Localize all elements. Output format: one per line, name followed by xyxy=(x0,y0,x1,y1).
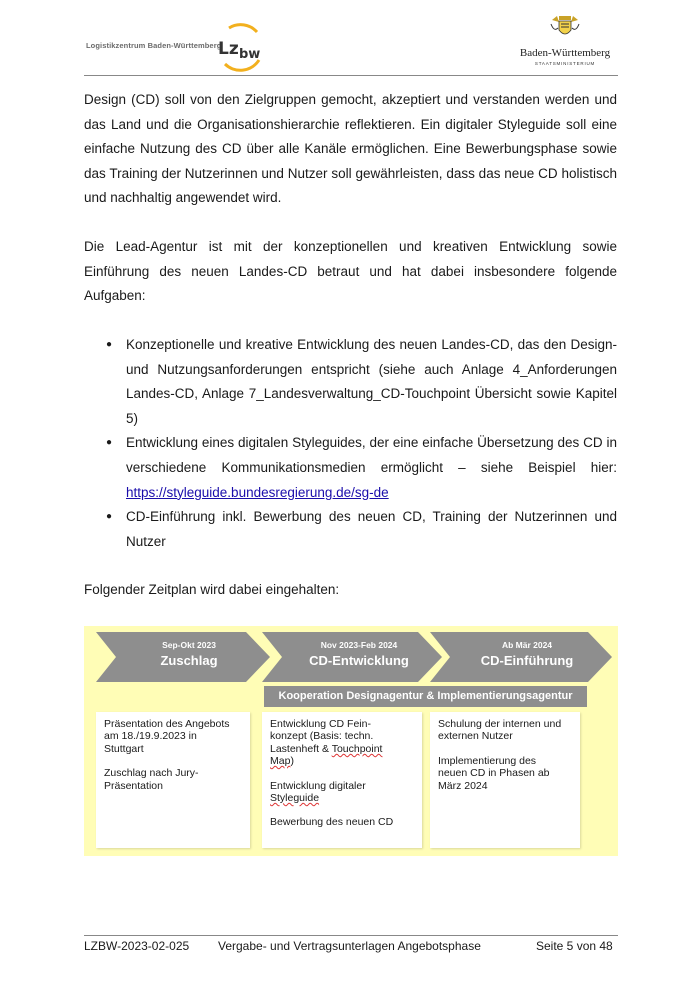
phase-date: Sep-Okt 2023 xyxy=(162,640,216,650)
agency-paragraph xyxy=(84,235,617,309)
footer-divider xyxy=(84,935,618,936)
box-line: konzept (Basis: techn. xyxy=(270,730,374,743)
timeline-diagram xyxy=(84,626,618,856)
task-list xyxy=(84,333,617,554)
bullet-icon: ● xyxy=(106,339,113,350)
box-line: Zuschlag nach Jury- xyxy=(104,767,199,780)
paragraph-2: Die Lead-Agentur ist mit der konzeptionellen und kreativen Entwicklung sowie Einführung des neuen Landes-CD betraut und hat dabei insbesondere folgende Aufgaben: xyxy=(84,239,617,304)
spacer xyxy=(104,755,242,767)
box-text: Map xyxy=(270,755,291,768)
svg-text:Lz: Lz xyxy=(218,39,239,59)
phase-1-box xyxy=(96,712,250,848)
box-line: März 2024 xyxy=(438,779,488,792)
box-line: Entwicklung digitaler xyxy=(270,779,366,792)
styleguide-link[interactable]: https://styleguide.bundesregierung.de/sg-de xyxy=(126,484,389,500)
timeline-intro xyxy=(84,578,617,603)
phase-title: Zuschlag xyxy=(160,653,218,668)
list-item xyxy=(84,505,617,554)
box-line xyxy=(270,755,414,767)
phase-title: CD-Einführung xyxy=(480,653,574,668)
phase-1-label xyxy=(124,640,254,668)
box-line: Styleguide xyxy=(270,792,320,805)
footer-title: Vergabe- und Vertragsunterlagen Angebotsphase xyxy=(218,939,481,953)
page-header xyxy=(0,0,700,80)
footer-doc-id: LZBW-2023-02-025 xyxy=(84,939,190,953)
box-line xyxy=(270,743,414,755)
state-logo xyxy=(515,14,615,66)
coat-of-arms-icon xyxy=(548,14,582,40)
box-line: Präsentation xyxy=(104,779,163,792)
spacer xyxy=(438,743,572,755)
phase-3-box xyxy=(430,712,580,848)
bullet-icon: ● xyxy=(106,437,113,449)
box-line: Präsentation des Angebots xyxy=(104,718,230,730)
phase-date: Nov 2023-Feb 2024 xyxy=(320,640,398,650)
footer-page-number: Seite 5 von 48 xyxy=(536,939,613,953)
state-name: Baden-Württemberg xyxy=(519,47,611,59)
cooperation-banner: Kooperation Designagentur & Implementierungsagentur xyxy=(264,686,587,707)
bullet-icon: ● xyxy=(106,511,113,523)
lzbw-logo xyxy=(215,20,267,72)
box-text: Lastenheft & xyxy=(270,742,332,755)
box-line: Implementierung des xyxy=(438,754,537,767)
phase-2-box xyxy=(262,712,422,848)
box-line: Stuttgart xyxy=(104,742,144,755)
svg-text:bw: bw xyxy=(239,47,261,62)
ministry-name: STAATSMINISTERIUM xyxy=(534,61,596,66)
header-divider xyxy=(84,75,618,76)
box-line: am 18./19.9.2023 in xyxy=(104,730,197,743)
box-line: Bewerbung des neuen CD xyxy=(270,816,394,829)
paragraph-1: Design (CD) soll von den Zielgruppen gemocht, akzeptiert und verstanden werden und das Land und die Organisationshierarchie reflektieren. Ein digitaler Styleguide soll eine einfache Nutzung des CD über alle Kanäle ermöglichen. Eine Bewerbungsphase sowie das Training der Nutzerinnen und Nutzer soll gewährleisten, dass das neue CD holistisch und nachhaltig angewendet wird. xyxy=(84,92,617,206)
timeline-intro-text: Folgender Zeitplan wird dabei eingehalten: xyxy=(84,582,340,597)
phase-date: Ab Mär 2024 xyxy=(501,640,553,650)
phase-2-label xyxy=(289,640,429,668)
phase-title: CD-Entwicklung xyxy=(309,653,409,668)
list-item xyxy=(84,333,617,431)
list-item-text: CD-Einführung inkl. Bewerbung des neuen CD, Training der Nutzerinnen und Nutzer xyxy=(126,509,617,549)
phase-3-label xyxy=(457,640,597,668)
box-line: neuen CD in Phasen ab xyxy=(438,767,550,780)
org-name: Logistikzentrum Baden-Württemberg xyxy=(86,41,222,50)
intro-paragraph xyxy=(84,88,617,211)
box-line: Entwicklung CD Fein- xyxy=(270,718,371,730)
box-line: Schulung der internen und xyxy=(438,718,562,730)
box-text: ) xyxy=(290,755,294,768)
box-text: Touchpoint xyxy=(331,742,383,755)
list-item xyxy=(84,431,617,505)
list-item-text: Entwicklung eines digitalen Styleguides, der eine einfache Übersetzung des CD in verschiedene Kommunikationsmedien ermöglicht – siehe Beispiel hier: xyxy=(126,435,617,475)
box-line: externen Nutzer xyxy=(438,730,513,743)
spacer xyxy=(270,768,414,780)
list-item-text: Konzeptionelle und kreative Entwicklung des neuen Landes-CD, das den Design- und Nutzungsanforderungen entspricht (siehe auch Anlage 4_Anforderungen Landes-CD, Anlage 7_Landesverwaltung_CD-Touchpoint Übersicht sowie Kapitel 5) xyxy=(126,337,617,426)
spacer xyxy=(270,804,414,816)
